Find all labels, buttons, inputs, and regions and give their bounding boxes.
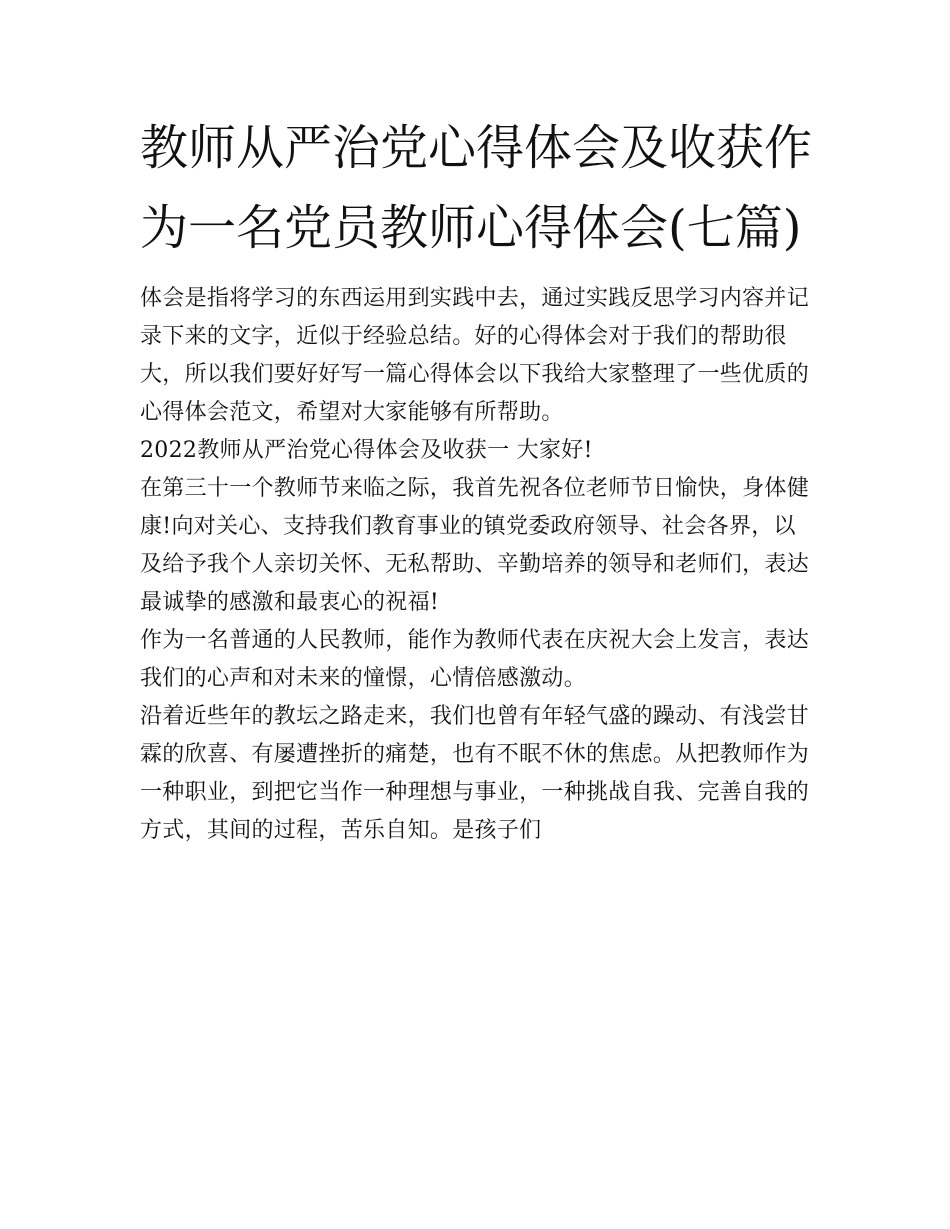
paragraph-greeting: 在第三十一个教师节来临之际，我首先祝各位老师节日愉快，身体健康!向对关心、支持我们教育事业的镇党委政府领导、社会各界，以及给予我个人亲切关怀、无私帮助、辛勤培养的领导和老师们，表达最诚挚的感激和最衷心的祝福! xyxy=(140,476,810,615)
document-body xyxy=(140,280,812,850)
document-title: 教师从严治党心得体会及收获作为一名党员教师心得体会(七篇) xyxy=(140,120,813,256)
document-page xyxy=(140,108,812,850)
paragraph-intro: 体会是指将学习的东西运用到实践中去，通过实践反思学习内容并记录下来的文字，近似于经验总结。好的心得体会对于我们的帮助很大，所以我们要好好写一篇心得体会以下我给大家整理了一些优质的心得体会范文，希望对大家能够有所帮助。 xyxy=(140,286,810,425)
paragraph-heading-one: 2022教师从严治党心得体会及收获一 大家好! xyxy=(140,438,593,463)
paragraph-journey: 沿着近些年的教坛之路走来，我们也曾有年轻气盛的躁动、有浅尝甘霖的欣喜、有屡遭挫折的痛楚，也有不眠不休的焦虑。从把教师作为一种职业，到把它当作一种理想与事业，一种挑战自我、完善自我的方式，其间的过程，苦乐自知。是孩子们 xyxy=(140,704,810,843)
paragraph-representative: 作为一名普通的人民教师，能作为教师代表在庆祝大会上发言，表达我们的心声和对未来的憧憬，心情倍感激动。 xyxy=(140,628,810,691)
